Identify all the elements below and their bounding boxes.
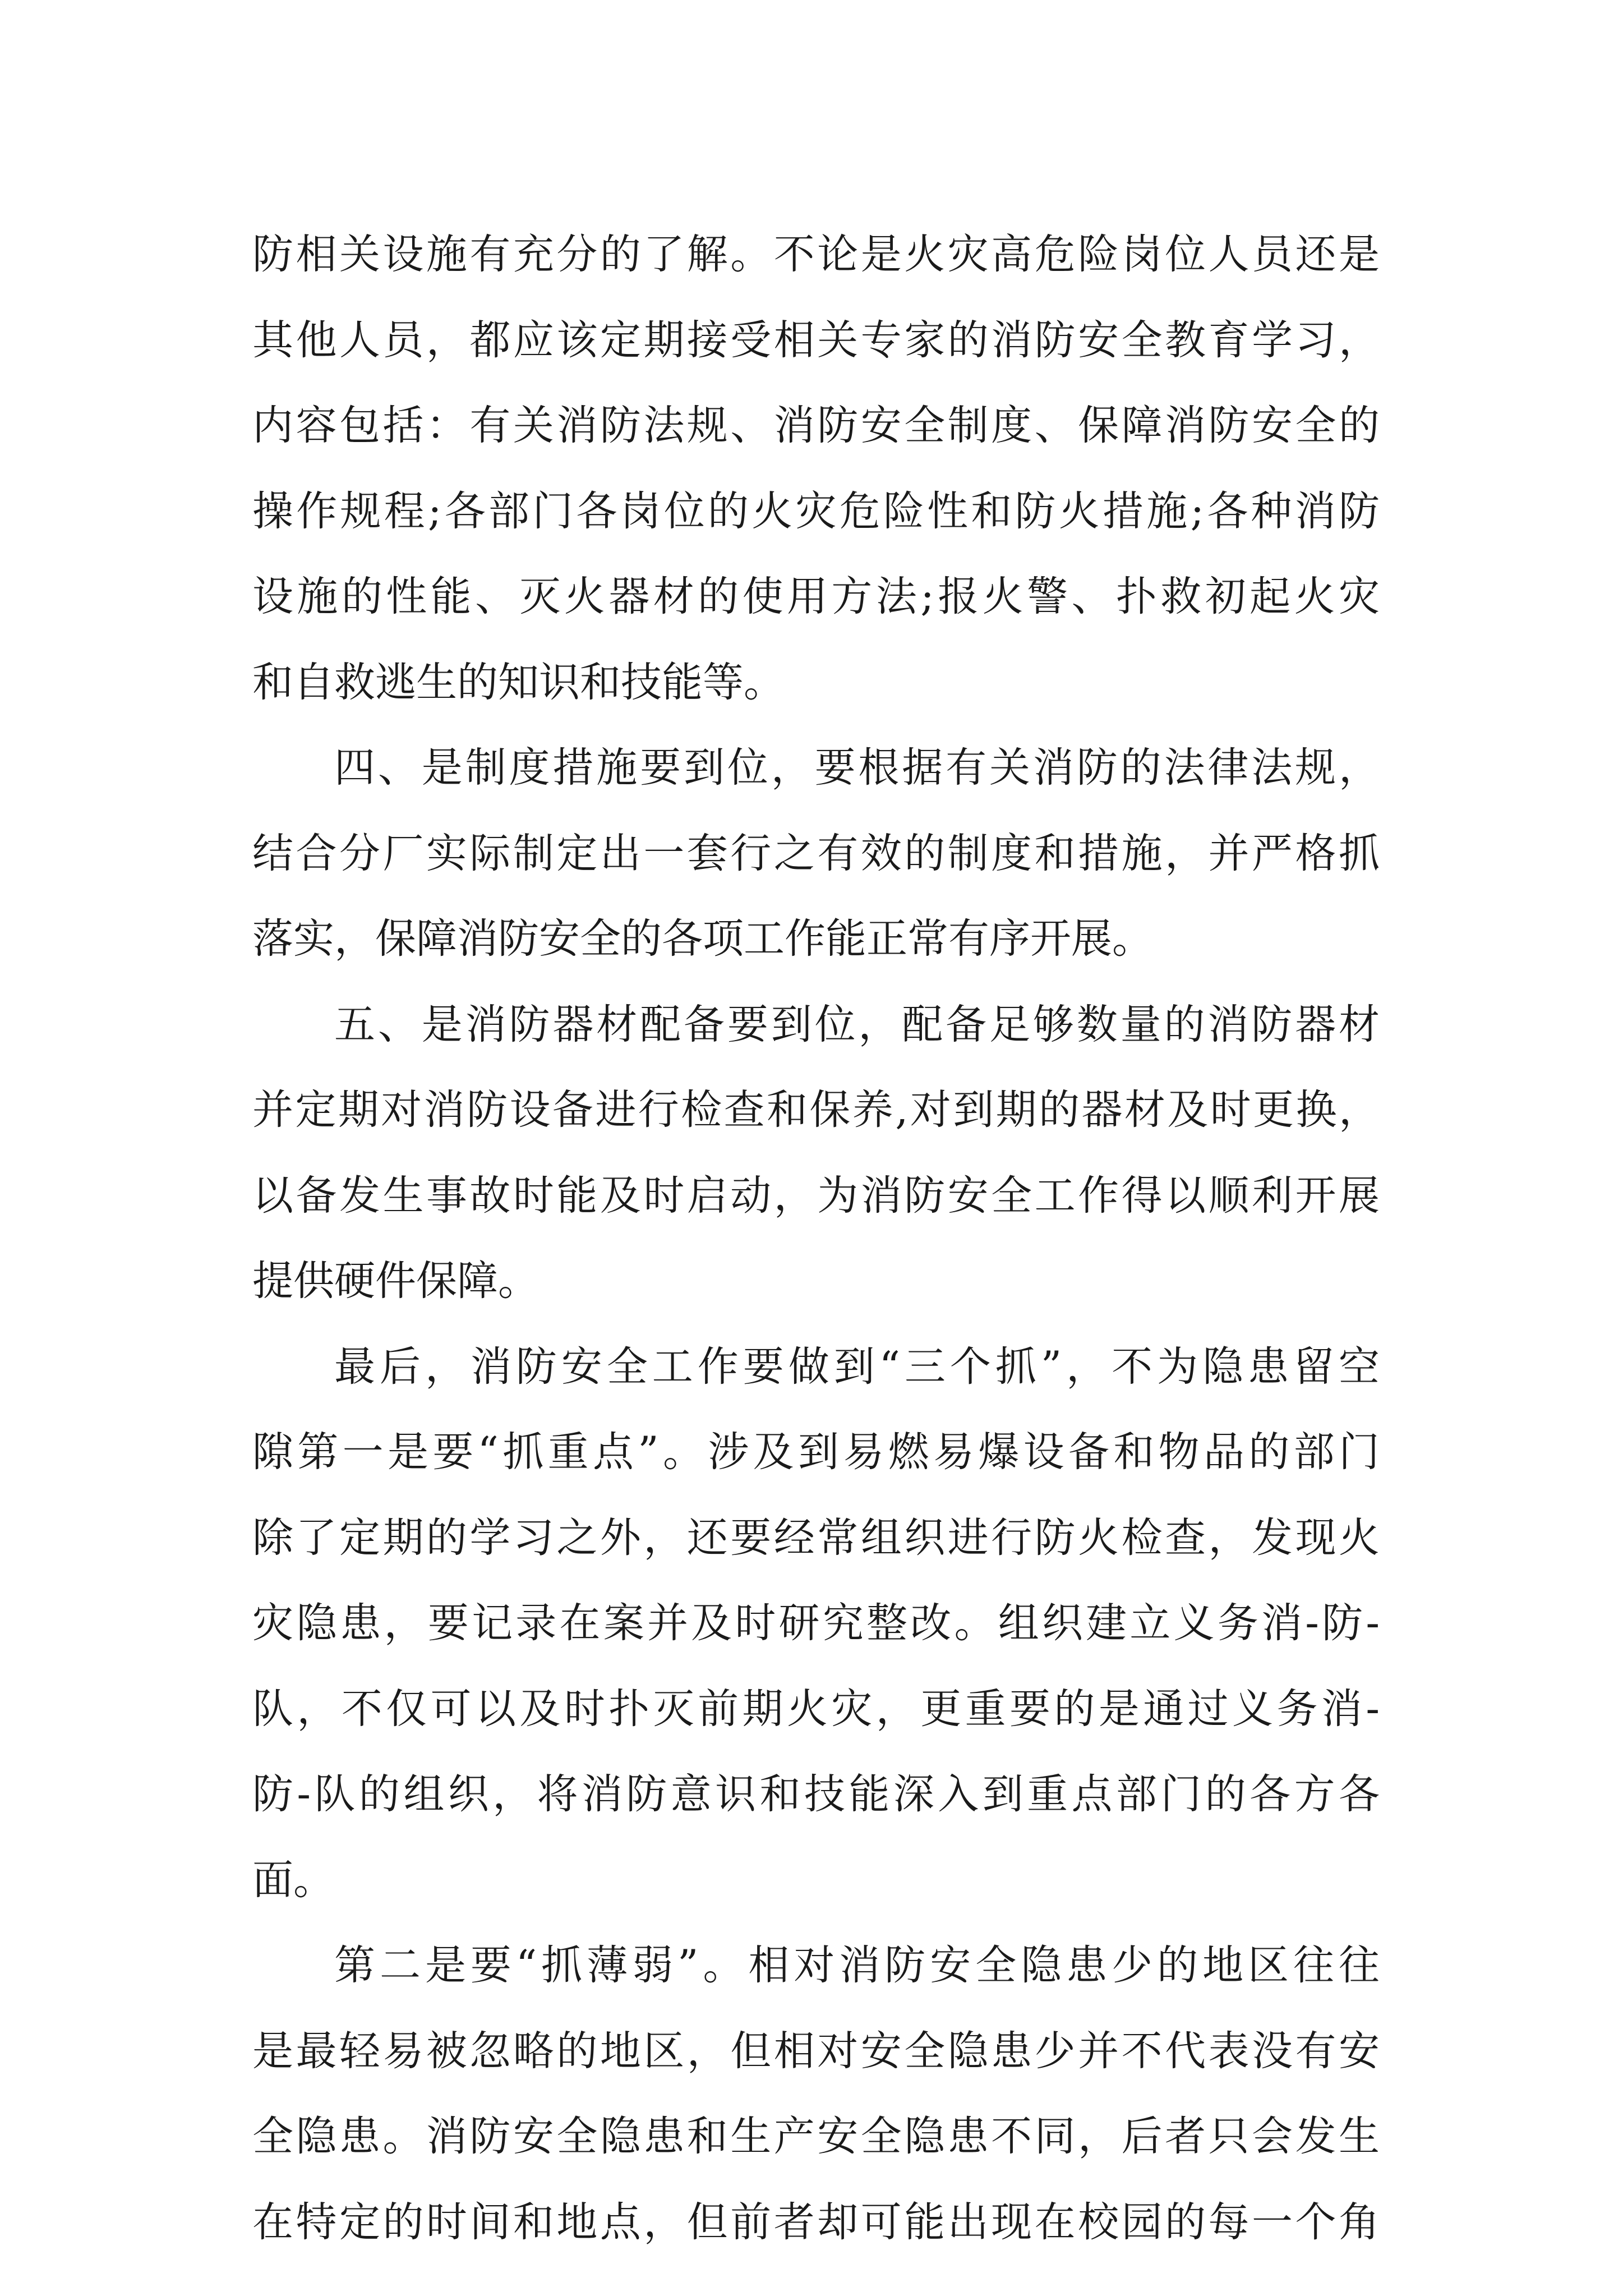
text-line: 设施的性能、灭火器材的使用方法;报火警、扑救初起火灾 [252, 573, 1380, 620]
text-line: 全隐患。消防安全隐患和生产安全隐患不同，后者只会发生 [252, 2113, 1380, 2160]
text-line: 第二是要“抓薄弱”。相对消防安全隐患少的地区往往 [334, 1941, 1380, 1989]
text-line: 灾隐患，要记录在案并及时研究整改。组织建立义务消-防- [252, 1599, 1380, 1647]
text-line: 以备发生事故时能及时启动，为消防安全工作得以顺利开展 [252, 1171, 1380, 1220]
text-line: 落实，保障消防安全的各项工作能正常有序开展。 [252, 915, 1153, 963]
text-line: 防-队的组织，将消防意识和技能深入到重点部门的各方各 [252, 1770, 1380, 1818]
text-line: 其他人员，都应该定期接受相关专家的消防安全教育学习， [252, 316, 1380, 364]
text-line: 防相关设施有充分的了解。不论是火灾高危险岗位人员还是 [252, 231, 1380, 278]
text-line: 队，不仅可以及时扑灭前期火灾，更重要的是通过义务消- [252, 1685, 1380, 1733]
text-line: 操作规程;各部门各岗位的火灾危险性和防火措施;各种消防 [252, 487, 1380, 535]
text-line: 五、是消防器材配备要到位，配备足够数量的消防器材 [334, 1000, 1380, 1048]
text-line: 内容包括：有关消防法规、消防安全制度、保障消防安全的 [252, 402, 1380, 449]
text-line: 四、是制度措施要到位，要根据有关消防的法律法规， [334, 744, 1380, 792]
text-line: 除了定期的学习之外，还要经常组织进行防火检查，发现火 [252, 1513, 1380, 1562]
document-body [252, 212, 1380, 2265]
text-line: 是最轻易被忽略的地区，但相对安全隐患少并不代表没有安 [252, 2027, 1380, 2075]
text-line: 并定期对消防设备进行检查和保养,对到期的器材及时更换， [252, 1086, 1380, 1134]
text-line: 面。 [252, 1856, 334, 1904]
text-line: 和自救逃生的知识和技能等。 [252, 658, 785, 706]
text-line: 最后，消防安全工作要做到“三个抓”，不为隐患留空 [334, 1342, 1380, 1391]
text-line: 在特定的时间和地点，但前者却可能出现在校园的每一个角 [252, 2198, 1380, 2246]
text-line: 结合分厂实际制定出一套行之有效的制度和措施，并严格抓 [252, 829, 1380, 877]
text-line: 提供硬件保障。 [252, 1257, 539, 1305]
text-line: 隙第一是要“抓重点”。涉及到易燃易爆设备和物品的部门 [252, 1428, 1380, 1476]
